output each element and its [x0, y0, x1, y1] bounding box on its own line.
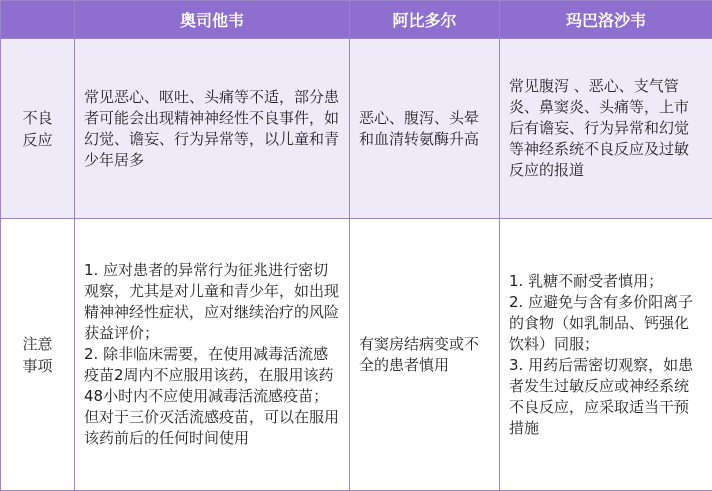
header-oseltamivir: 奥司他韦	[75, 1, 350, 39]
cell-baloxavir-precautions: 1. 乳糖不耐受者慎用； 2. 应避免与含有多价阳离子的食物（如乳制品、钙强化饮料）同服； 3. 用药后需密切观察，如患者发生过敏反应或神经系统不良反应，应采取适当干预措施	[500, 219, 712, 491]
header-baloxavir: 玛巴洛沙韦	[500, 1, 712, 39]
cell-arbidol-precautions: 有窦房结病变或不全的患者慎用	[350, 219, 500, 491]
table-row-precautions	[1, 219, 712, 491]
cell-oseltamivir-adverse: 常见恶心、呕吐、头痛等不适，部分患者可能会出现精神神经性不良事件，如幻觉、谵妄、行为异常等，以儿童和青少年居多	[75, 39, 350, 219]
header-arbidol: 阿比多尔	[350, 1, 500, 39]
table-row-adverse-reactions	[1, 39, 712, 219]
cell-arbidol-adverse: 恶心、腹泻、头晕和血清转氨酶升高	[350, 39, 500, 219]
cell-baloxavir-adverse: 常见腹泻 、恶心、支气管炎、鼻窦炎、头痛等，上市后有谵妄、行为异常和幻觉等神经系统不良反应及过敏反应的报道	[500, 39, 712, 219]
row-label-precautions: 注意 事项	[1, 219, 75, 491]
header-corner-cell	[1, 1, 75, 39]
table-header-row	[1, 1, 712, 39]
cell-oseltamivir-precautions: 1. 应对患者的异常行为征兆进行密切观察，尤其是对儿童和青少年，如出现精神神经性症状，应对继续治疗的风险获益评价； 2. 除非临床需要，在使用减毒活流感疫苗2周内不应服用该药，在服用该药48小时内不应使用减毒活流感疫苗；但对于三价灭活流感疫苗，可以在服用该药前后的任何时间使用	[75, 219, 350, 491]
row-label-adverse-reactions: 不良 反应	[1, 39, 75, 219]
